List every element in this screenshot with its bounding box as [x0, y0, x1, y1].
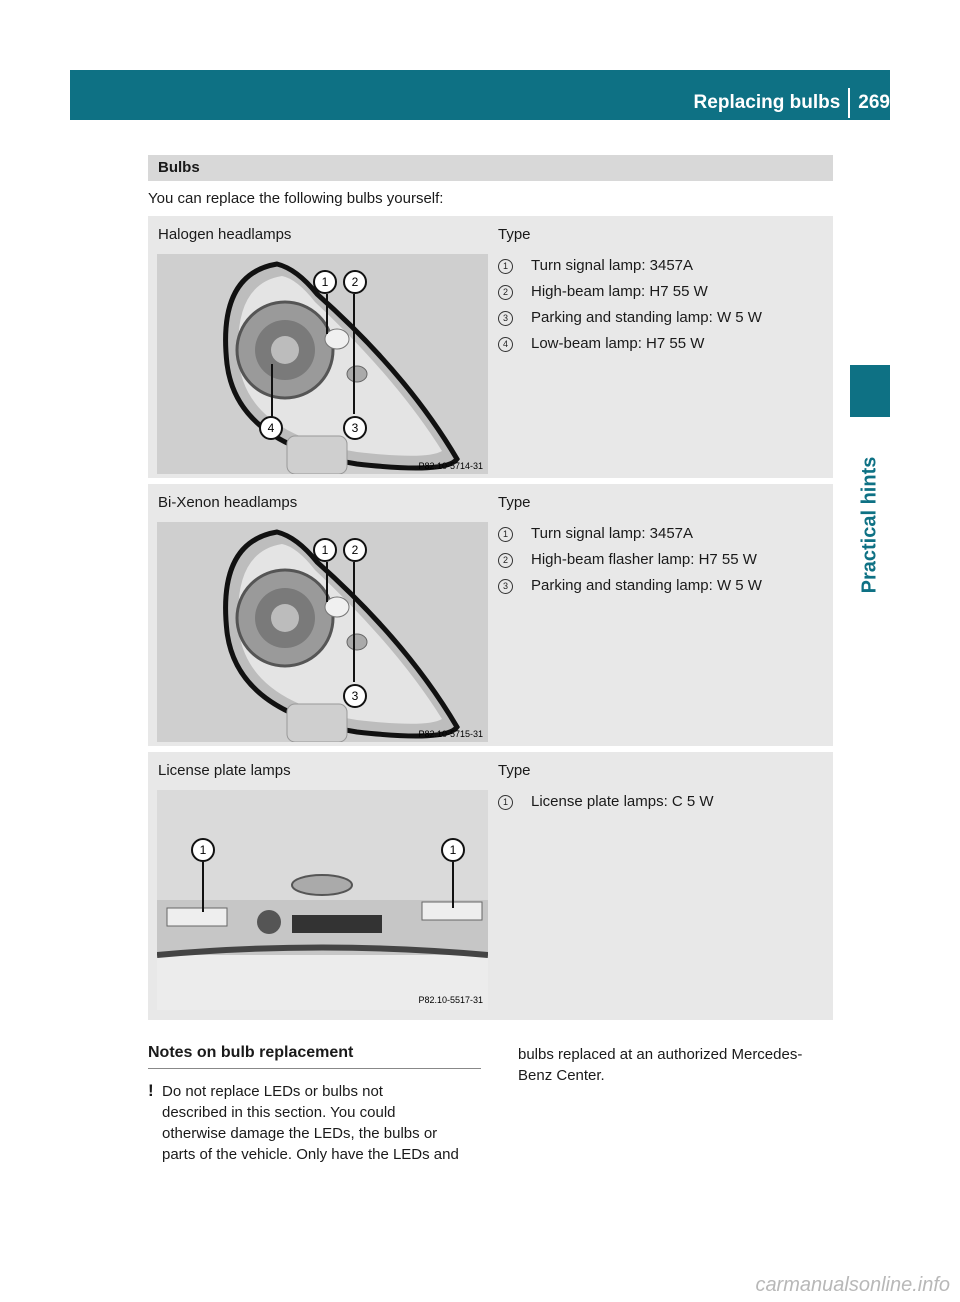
notes-line: otherwise damage the LEDs, the bulbs or	[162, 1125, 438, 1142]
row-type-label: Type	[498, 226, 531, 243]
row-name: License plate lamps	[158, 762, 291, 779]
spec-item	[498, 282, 762, 308]
notes-line: parts of the vehicle. Only have the LEDs and	[162, 1146, 459, 1163]
side-tab-label: Practical hints	[858, 456, 881, 594]
row-type-label: Type	[498, 762, 531, 779]
side-tab	[850, 430, 890, 620]
halogen-headlamp-photo	[157, 254, 488, 474]
spec-list	[498, 524, 762, 602]
bulb-row-halogen	[148, 216, 833, 478]
spec-item	[498, 308, 762, 334]
spec-text: Parking and standing lamp: W 5 W	[531, 309, 762, 326]
intro-text: You can replace the following bulbs yourself:	[148, 190, 444, 207]
warning-icon: !	[148, 1081, 154, 1100]
header-title	[694, 88, 890, 118]
spec-text: High-beam flasher lamp: H7 55 W	[531, 551, 757, 568]
callout-number-icon: 1	[498, 527, 513, 542]
notes-continued	[518, 1044, 838, 1086]
spec-text: Turn signal lamp: 3457A	[531, 257, 694, 274]
side-tab-marker	[850, 365, 890, 417]
spec-list	[498, 792, 714, 818]
callout-number-icon: 2	[498, 285, 513, 300]
callout-number-icon: 3	[498, 311, 513, 326]
bulb-row-bixenon	[148, 484, 833, 746]
spec-text: Turn signal lamp: 3457A	[531, 525, 694, 542]
spec-text: High-beam lamp: H7 55 W	[531, 283, 708, 300]
spec-item	[498, 550, 762, 576]
svg-text:3: 3	[351, 421, 359, 435]
watermark: carmanualsonline.info	[755, 1274, 950, 1296]
header-section-title: Replacing bulbs	[693, 92, 841, 113]
spec-item	[498, 334, 762, 360]
notes-line: bulbs replaced at an authorized Mercedes-	[518, 1046, 803, 1063]
notes-line: described in this section. You could	[162, 1104, 396, 1121]
svg-text:2: 2	[351, 543, 359, 557]
spec-text: Parking and standing lamp: W 5 W	[531, 577, 762, 594]
svg-text:4: 4	[267, 421, 275, 435]
callout-number-icon: 1	[498, 259, 513, 274]
license-plate-lamp-photo	[157, 790, 488, 1010]
photo-code: P82.10-5715-31	[418, 729, 483, 739]
svg-text:1: 1	[199, 843, 207, 857]
photo-code: P82.10-5714-31	[418, 461, 483, 471]
spec-item	[498, 256, 762, 282]
callout-number-icon: 2	[498, 553, 513, 568]
notes-heading: Notes on bulb replacement	[148, 1044, 481, 1069]
row-name: Halogen headlamps	[158, 226, 292, 243]
bulb-row-license-plate	[148, 752, 833, 1020]
callout-number-icon: 4	[498, 337, 513, 352]
svg-text:1: 1	[321, 275, 329, 289]
header-separator	[848, 88, 850, 118]
notes-line: ! Do not replace LEDs or bulbs not	[148, 1081, 383, 1100]
svg-text:2: 2	[351, 275, 359, 289]
spec-item	[498, 576, 762, 602]
page-number: 269	[858, 92, 890, 113]
spec-text: Low-beam lamp: H7 55 W	[531, 335, 705, 352]
spec-text: License plate lamps: C 5 W	[531, 793, 714, 810]
callout-number-icon: 1	[498, 795, 513, 810]
section-heading: Bulbs	[148, 155, 833, 181]
spec-item	[498, 792, 714, 818]
notes-line: Benz Center.	[518, 1067, 605, 1084]
callout-number-icon: 3	[498, 579, 513, 594]
notes-warning	[148, 1080, 483, 1165]
spec-item	[498, 524, 762, 550]
svg-text:1: 1	[321, 543, 329, 557]
svg-text:1: 1	[449, 843, 457, 857]
spec-list	[498, 256, 762, 360]
photo-code: P82.10-5517-31	[418, 995, 483, 1005]
row-name: Bi-Xenon headlamps	[158, 494, 298, 511]
row-type-label: Type	[498, 494, 531, 511]
svg-text:3: 3	[351, 689, 359, 703]
bixenon-headlamp-photo	[157, 522, 488, 742]
